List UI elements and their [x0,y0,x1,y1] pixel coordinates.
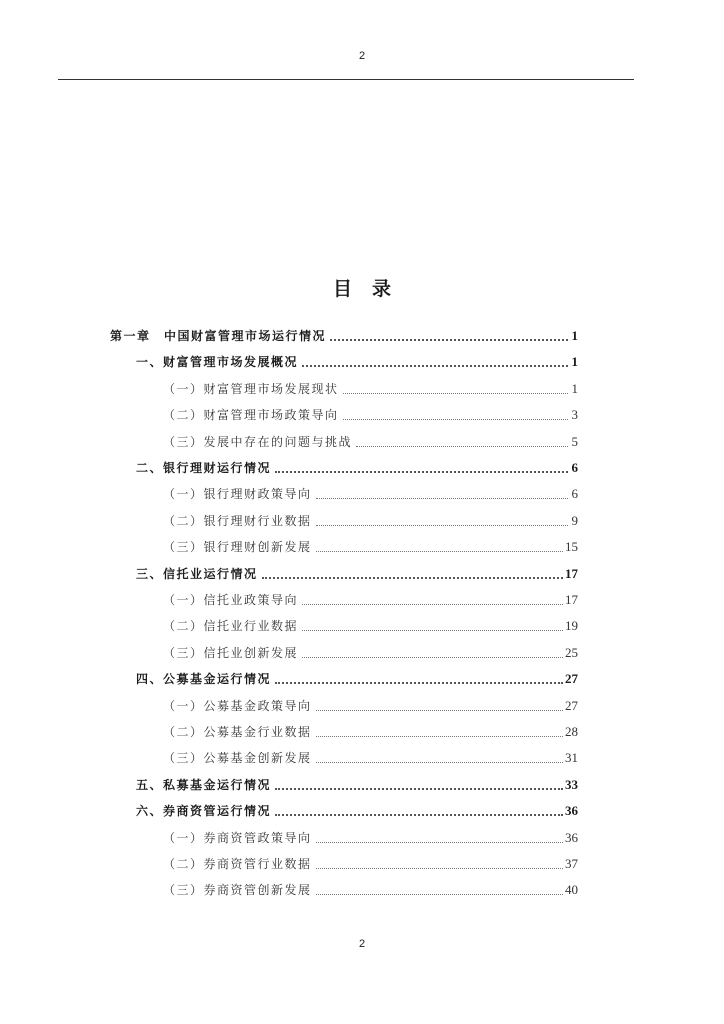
toc-entry-label: （三）发展中存在的问题与挑战 [163,434,353,449]
toc-entry-label: 五、私募基金运行情况 [136,777,272,792]
toc-entry-page-number: 37 [565,856,578,871]
toc-entry-page-number: 6 [571,460,578,475]
toc-entry[interactable] [163,371,578,397]
toc-dot-leader [275,814,563,816]
toc-entry-label: （一）信托业政策导向 [163,593,299,607]
toc-entry[interactable] [110,318,578,344]
toc-dot-leader [316,736,563,737]
toc-entry[interactable] [136,344,578,370]
toc-dot-leader [316,842,563,843]
toc-entry[interactable] [163,714,578,740]
toc-entry-page-number: 28 [565,724,578,739]
toc-entry[interactable] [163,635,578,661]
toc-dot-leader [330,339,568,341]
footer-page-number: 2 [358,938,366,950]
toc-dot-leader [316,894,563,895]
toc-entry[interactable] [136,450,578,476]
toc-entry-page-number: 1 [571,380,578,396]
toc-entry-page-number: 40 [565,882,578,898]
toc-dot-leader [302,657,563,658]
toc-entry[interactable] [136,793,578,819]
toc-entry-label: （一）公募基金政策导向 [163,698,312,713]
toc-entry-page-number: 9 [571,512,578,528]
toc-entry-label: 一、财富管理市场发展概况 [136,355,299,370]
toc-entry[interactable] [136,661,578,687]
toc-dot-leader [316,525,568,526]
toc-entry-label: （一）银行理财政策导向 [163,487,312,502]
toc-dot-leader [343,393,568,394]
toc-dot-leader [275,788,563,790]
toc-dot-leader [356,446,568,447]
header-rule [58,79,634,80]
toc-entry-page-number: 33 [565,776,578,792]
toc-entry-page-number: 36 [565,803,578,819]
toc-entry[interactable] [163,424,578,450]
toc-entry-page-number: 5 [571,433,578,449]
toc-dot-leader [302,630,563,631]
toc-entry-page-number: 31 [565,750,578,766]
toc-entry-label: （三）公募基金创新发展 [163,751,312,766]
toc-entry[interactable] [163,740,578,766]
toc-entry[interactable] [136,556,578,582]
toc-entry-page-number: 36 [565,829,578,845]
toc-entry[interactable] [163,820,578,846]
toc-entry[interactable] [163,503,578,529]
toc-entry-label: （二）券商资管行业数据 [163,857,312,871]
toc-entry-page-number: 3 [571,407,578,423]
toc-entry-page-number: 15 [565,539,578,555]
toc-entry-label: 二、银行理财运行情况 [136,461,272,475]
toc-entry-label: （二）财富管理市场政策导向 [163,408,339,423]
toc-entry-label: （二）公募基金行业数据 [163,725,312,739]
toc-entry-label: 第一章 中国财富管理市场运行情况 [110,329,327,343]
toc-dot-leader [316,551,563,552]
toc-entry-page-number: 1 [571,328,578,343]
header-page-number: 2 [358,50,366,62]
toc-entry[interactable] [163,582,578,608]
toc-entry-label: （三）信托业创新发展 [163,645,299,660]
toc-dot-leader [316,868,563,869]
toc-entry[interactable] [163,688,578,714]
toc-entry-page-number: 6 [571,486,578,502]
toc-entry[interactable] [163,397,578,423]
toc-dot-leader [302,365,568,367]
toc-entry-label: （二）信托业行业数据 [163,619,299,634]
toc-dot-leader [343,419,568,420]
toc-entry-label: （二）银行理财行业数据 [163,513,312,528]
toc-entry-label: （一）财富管理市场发展现状 [163,381,339,396]
toc-entry[interactable] [163,529,578,555]
toc-entry[interactable] [136,767,578,793]
toc-entry-label: （三）银行理财创新发展 [163,540,312,555]
toc-entry-label: 三、信托业运行情况 [136,566,258,581]
toc-entry-label: （一）券商资管政策导向 [163,830,312,845]
toc-dot-leader [316,762,563,763]
toc-entry[interactable] [163,872,578,898]
toc-dot-leader [275,682,563,684]
toc-entry-label: 六、券商资管运行情况 [136,804,272,819]
toc-entry-page-number: 17 [565,565,578,581]
toc-entry[interactable] [163,846,578,872]
toc-dot-leader [275,471,568,473]
toc-entry[interactable] [163,608,578,634]
toc-entry[interactable] [163,476,578,502]
toc-dot-leader [316,498,568,499]
toc-entry-page-number: 19 [565,618,578,634]
toc-dot-leader [262,577,563,579]
toc-dot-leader [316,710,563,711]
toc-dot-leader [302,604,563,605]
toc-entry-label: 四、公募基金运行情况 [136,672,272,687]
toc-title: 目录 [332,278,411,300]
toc-entry-page-number: 25 [565,644,578,660]
toc-entry-page-number: 27 [565,671,578,687]
toc-entry-page-number: 1 [571,354,578,370]
toc-entry-page-number: 27 [565,697,578,713]
toc-entry-label: （三）券商资管创新发展 [163,883,312,898]
toc-entry-page-number: 17 [565,592,578,607]
